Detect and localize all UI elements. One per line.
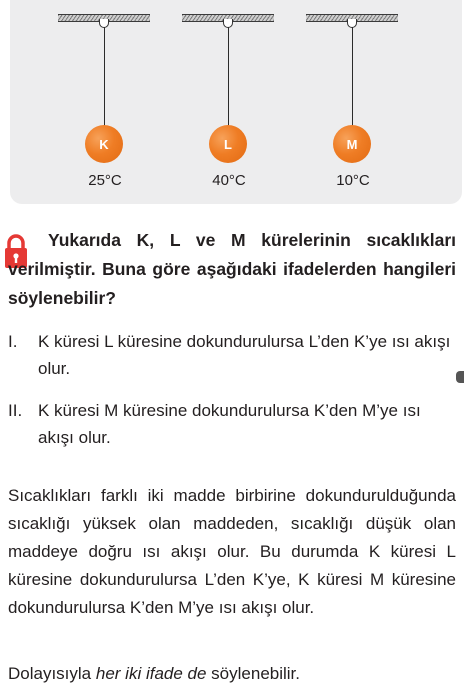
conclusion-suffix: söylenebilir. xyxy=(206,664,301,683)
temperature-l: 40°C xyxy=(212,172,246,189)
statement-1-text: K küresi L küresine dokundurulursa L’den K’ye ısı akışı olur. xyxy=(38,332,451,378)
sphere-m-label: M xyxy=(346,136,358,152)
statement-1 xyxy=(8,328,460,382)
conclusion-emphasis: her iki ifade de xyxy=(95,664,207,683)
sphere-figure xyxy=(10,0,462,204)
margin-marker-icon xyxy=(456,371,464,383)
sphere-k xyxy=(85,125,123,163)
question-text xyxy=(8,226,456,313)
conclusion-line xyxy=(8,661,456,687)
sphere-k-label: K xyxy=(99,136,109,152)
temperature-m: 10°C xyxy=(336,172,370,189)
string-l xyxy=(228,27,229,127)
string-m xyxy=(352,27,353,127)
conclusion-prefix: Dolayısıyla xyxy=(8,664,96,683)
question-body: Yukarıda K, L ve M kürelerinin sıcaklıkları verilmiştir. Buna göre aşağıdaki ifadelerden hangileri söylenebilir? xyxy=(8,230,456,308)
sphere-l xyxy=(209,125,247,163)
sphere-l-label: L xyxy=(224,136,232,152)
string-k xyxy=(104,27,105,127)
statement-2-text: K küresi M küresine dokundurulursa K’den M’ye ısı akışı olur. xyxy=(38,401,421,447)
statement-2 xyxy=(8,397,460,451)
sphere-m xyxy=(333,125,371,163)
statement-1-number: I. xyxy=(8,332,18,351)
explanation-paragraph: Sıcaklıkları farklı iki madde birbirine dokundurulduğunda sıcaklığı yüksek olan maddeden, sıcaklığı düşük olan maddeye doğru ısı akışı olur. Bu durumda K küresi L küresine dokundurulursa L’den K’ye, K küresi M küresine dokundurulursa K’den M’ye ısı akışı olur. xyxy=(8,486,456,617)
statement-2-number: II. xyxy=(8,401,23,420)
temperature-k: 25°C xyxy=(88,172,122,189)
